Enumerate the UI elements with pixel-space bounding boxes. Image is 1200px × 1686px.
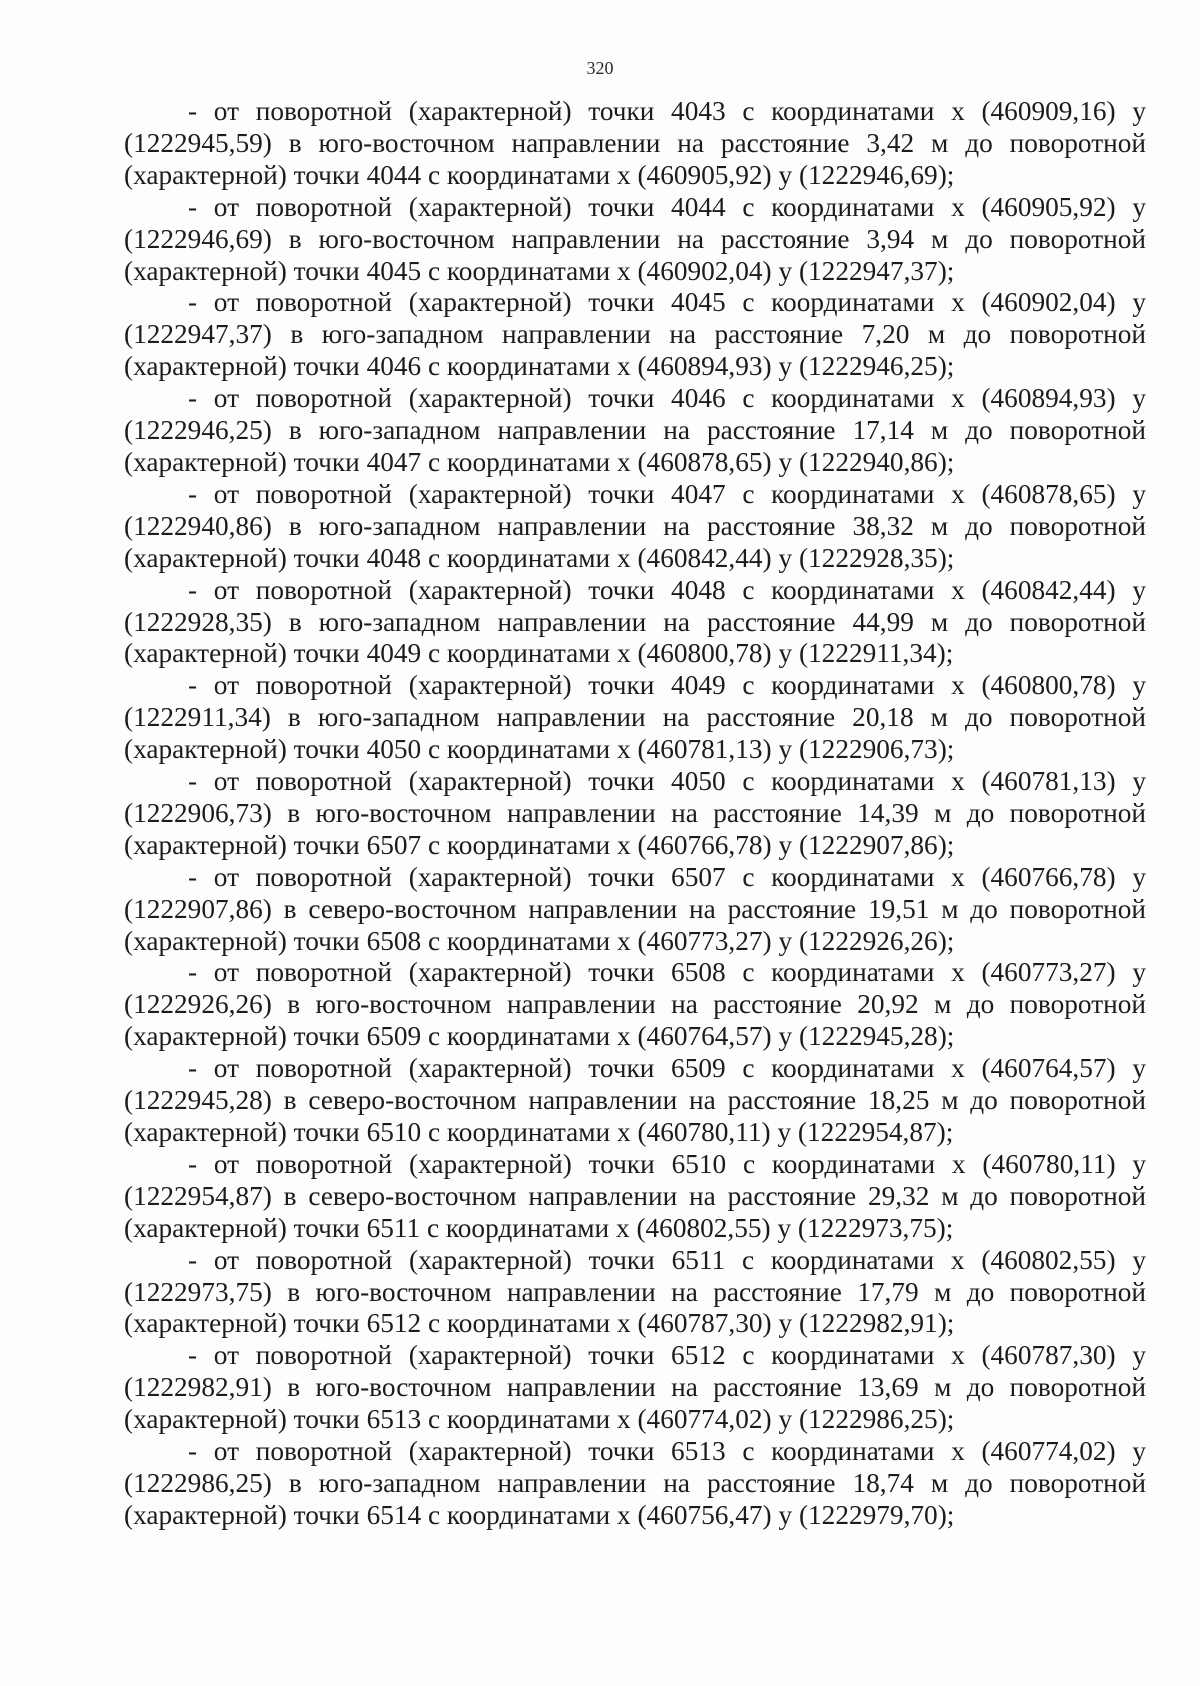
boundary-paragraph: - от поворотной (характерной) точки 6509 с координатами х (460764,57) у (1222945,28) в северо-восточном направлении на расстояние 18,25 м до поворотной (характерной) точки 6510 с координатами х (460780,11) у (1222954,87); (124, 1053, 1146, 1147)
boundary-paragraph: - от поворотной (характерной) точки 6512 с координатами х (460787,30) у (1222982,91) в юго-восточном направлении на расстояние 13,69 м до поворотной (характерной) точки 6513 с координатами х (460774,02) у (1222986,25); (124, 1340, 1146, 1435)
page-content (124, 96, 1146, 1532)
boundary-paragraph: - от поворотной (характерной) точки 6510 с координатами х (460780,11) у (1222954,87) в северо-восточном направлении на расстояние 29,32 м до поворотной (характерной) точки 6511 с координатами х (460802,55) у (1222973,75); (124, 1148, 1146, 1243)
boundary-paragraph: - от поворотной (характерной) точки 4049 с координатами х (460800,78) у (1222911,34) в юго-западном направлении на расстояние 20,18 м до поворотной (характерной) точки 4050 с координатами х (460781,13) у (1222906,73); (124, 670, 1146, 765)
boundary-paragraph: - от поворотной (характерной) точки 4044 с координатами х (460905,92) у (1222946,69) в юго-восточном направлении на расстояние 3,94 м до поворотной (характерной) точки 4045 с координатами х (460902,04) у (1222947,37); (124, 191, 1146, 286)
page-number: 320 (586, 58, 614, 78)
boundary-paragraph: - от поворотной (характерной) точки 4043 с координатами х (460909,16) у (1222945,59) в юго-восточном направлении на расстояние 3,42 м до поворотной (характерной) точки 4044 с координатами х (460905,92) у (1222946,69); (124, 96, 1146, 190)
boundary-paragraph: - от поворотной (характерной) точки 4050 с координатами х (460781,13) у (1222906,73) в юго-восточном направлении на расстояние 14,39 м до поворотной (характерной) точки 6507 с координатами х (460766,78) у (1222907,86); (124, 766, 1146, 860)
boundary-paragraph: - от поворотной (характерной) точки 6511 с координатами х (460802,55) у (1222973,75) в юго-восточном направлении на расстояние 17,79 м до поворотной (характерной) точки 6512 с координатами х (460787,30) у (1222982,91); (124, 1244, 1146, 1339)
boundary-paragraph: - от поворотной (характерной) точки 4046 с координатами х (460894,93) у (1222946,25) в юго-западном направлении на расстояние 17,14 м до поворотной (характерной) точки 4047 с координатами х (460878,65) у (1222940,86); (124, 383, 1146, 477)
boundary-paragraph: - от поворотной (характерной) точки 6508 с координатами х (460773,27) у (1222926,26) в юго-восточном направлении на расстояние 20,92 м до поворотной (характерной) точки 6509 с координатами х (460764,57) у (1222945,28); (124, 957, 1146, 1052)
boundary-paragraph: - от поворотной (характерной) точки 6507 с координатами х (460766,78) у (1222907,86) в северо-восточном направлении на расстояние 19,51 м до поворотной (характерной) точки 6508 с координатами х (460773,27) у (1222926,26); (124, 861, 1146, 956)
boundary-paragraph: - от поворотной (характерной) точки 6513 с координатами х (460774,02) у (1222986,25) в юго-западном направлении на расстояние 18,74 м до поворотной (характерной) точки 6514 с координатами х (460756,47) у (1222979,70); (124, 1436, 1146, 1530)
boundary-paragraph: - от поворотной (характерной) точки 4047 с координатами х (460878,65) у (1222940,86) в юго-западном направлении на расстояние 38,32 м до поворотной (характерной) точки 4048 с координатами х (460842,44) у (1222928,35); (124, 478, 1146, 573)
boundary-paragraph: - от поворотной (характерной) точки 4045 с координатами х (460902,04) у (1222947,37) в юго-западном направлении на расстояние 7,20 м до поворотной (характерной) точки 4046 с координатами х (460894,93) у (1222946,25); (124, 287, 1146, 382)
boundary-paragraph: - от поворотной (характерной) точки 4048 с координатами х (460842,44) у (1222928,35) в юго-западном направлении на расстояние 44,99 м до поворотной (характерной) точки 4049 с координатами х (460800,78) у (1222911,34); (124, 574, 1146, 669)
